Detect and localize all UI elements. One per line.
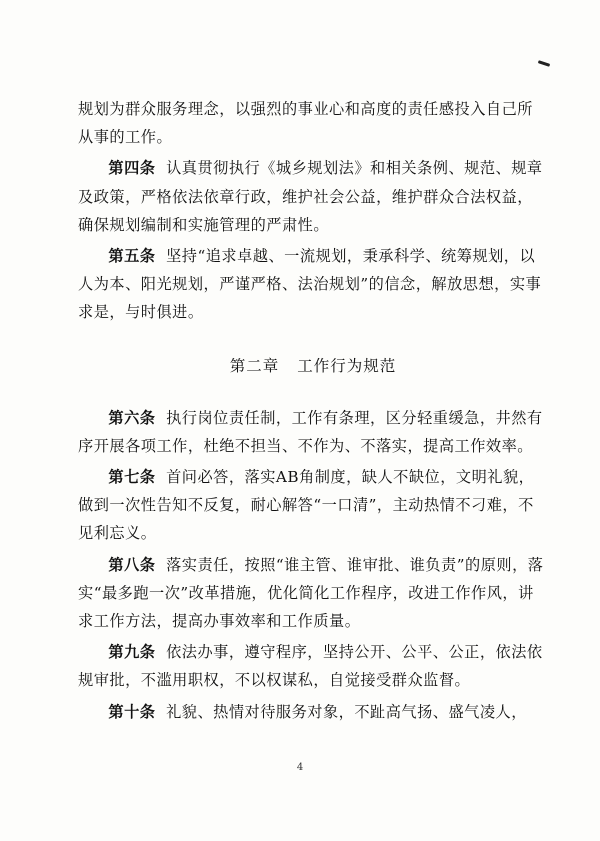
article-text: 认真贯彻执行《城乡规划法》和相关条例、规范、规章及政策，严格依法依章行政，维护社会公益，维护群众合法权益，确保规划编制和实施管理的严肃性。 <box>78 159 543 234</box>
article-4 <box>78 154 548 239</box>
article-label: 第八条 <box>108 555 156 574</box>
article-text: 礼貌、热情对待服务对象，不趾高气扬、盛气凌人， <box>166 702 527 721</box>
article-5 <box>78 242 548 327</box>
article-label: 第九条 <box>108 643 156 662</box>
article-text: 依法办事，遵守程序，坚持公开、公平、公正，依法依规审批，不滥用职权，不以权谋私，自觉接受群众监督。 <box>78 643 543 690</box>
document-body <box>78 95 548 726</box>
article-9 <box>78 638 548 694</box>
article-text: 首问必答，落实AB角制度，缺人不缺位，文明礼貌，做到一次性告知不反复，耐心解答“一口清”，主动热情不刁难，不见利忘义。 <box>78 468 535 543</box>
chapter-title: 工作行为规范 <box>297 356 397 375</box>
article-text: 坚持“追求卓越、一流规划，秉承科学、统筹规划，以人为本、阳光规划，严谨严格、法治规划”的信念，解放思想，实事求是，与时俱进。 <box>78 247 542 322</box>
article-text: 落实责任，按照“谁主管、谁审批、谁负责”的原则，落实“最多跑一次”改革措施，优化简化工作程序，改进工作作风，讲求工作方法，提高办事效率和工作质量。 <box>78 555 544 631</box>
chapter-heading <box>78 353 548 379</box>
page-number: 4 <box>296 762 304 773</box>
article-label: 第七条 <box>108 468 156 487</box>
article-6 <box>78 404 548 460</box>
scan-artifact-mark <box>538 60 550 67</box>
article-label: 第六条 <box>108 408 156 427</box>
continuation-paragraph: 规划为群众服务理念，以强烈的事业心和高度的责任感投入自己所从事的工作。 <box>78 100 533 147</box>
article-10 <box>78 698 548 726</box>
article-label: 第四条 <box>108 159 156 178</box>
chapter-number: 第二章 <box>229 356 280 375</box>
article-7 <box>78 463 548 548</box>
article-8 <box>78 551 548 636</box>
article-label: 第十条 <box>108 702 156 721</box>
article-label: 第五条 <box>108 247 156 266</box>
article-text: 执行岗位责任制，工作有条理，区分轻重缓急，井然有序开展各项工作，杜绝不担当、不作为、不落实，提高工作效率。 <box>78 408 543 455</box>
